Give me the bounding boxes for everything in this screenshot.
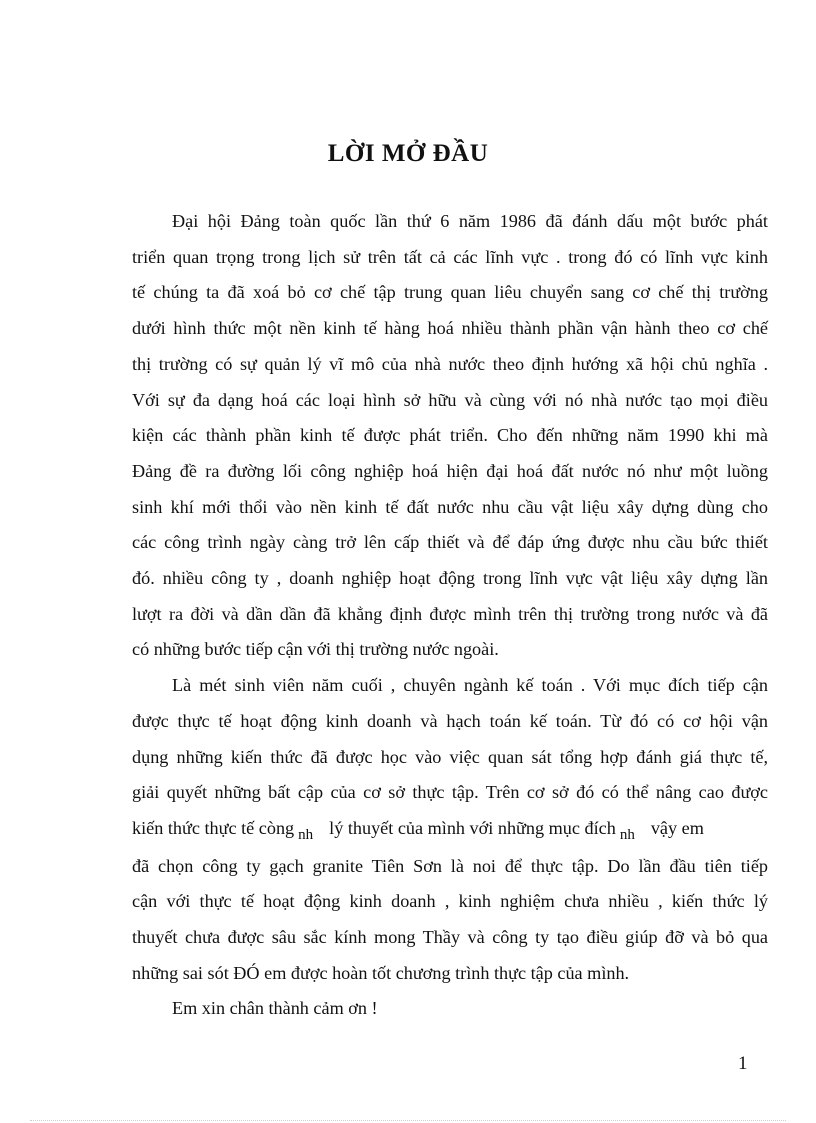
text-line: lượt ra đời và dần dần đã khẳng định được mình trên thị trường trong nước và đã (132, 603, 768, 624)
paragraph-1 (132, 204, 768, 668)
text-line: những sai sót ĐÓ em được hoàn tốt chương trình thực tập của mình. (132, 962, 630, 983)
text-line: cận với thực tế hoạt động kinh doanh , kinh nghiệm chưa nhiều , kiến thức lý (132, 891, 768, 912)
page-bottom-rule (30, 1120, 786, 1121)
text-line: tế chúng ta đã xoá bỏ cơ chế tập trung quan liêu chuyển sang cơ chế thị trường (132, 282, 768, 303)
text-line: Đảng đề ra đường lối công nghiệp hoá hiện đại hoá đất nước nó như một luồng (132, 460, 768, 481)
text-line: sinh khí mới thổi vào nền kinh tế đất nước nhu cầu vật liệu xây dựng dùng cho (132, 496, 768, 517)
text-line: triển quan trọng trong lịch sử trên tất cả các lĩnh vực . trong đó có lĩnh vực kinh (132, 246, 768, 267)
text-line: kiện các thành phần kinh tế được phát triển. Cho đến những năm 1990 khi mà (132, 425, 768, 446)
text-line: được thực tế hoạt động kinh doanh và hạch toán kế toán. Từ đó có cơ hội vận (132, 710, 768, 731)
text-line: thị trường có sự quản lý vĩ mô của nhà nước theo định hướng xã hội chủ nghĩa . (132, 353, 768, 374)
document-body (132, 204, 768, 1027)
text-line: các công trình ngày càng trở lên cấp thiết và để đáp ứng được nhu cầu bức thiết (132, 532, 768, 553)
text-line: giải quyết những bất cập của cơ sở thực tập. Trên cơ sở đó có thể nâng cao được (132, 782, 768, 803)
page-number: 1 (738, 1053, 748, 1074)
text-fragment: kiến thức thực tế còng (132, 817, 295, 838)
text-fragment: lý thuyết của mình với những mục đích (329, 817, 616, 838)
text-line: đó. nhiều công ty , doanh nghiệp hoạt động trong lĩnh vực vật liệu xây dựng lần (132, 568, 768, 589)
text-line-with-subscripts (132, 811, 768, 849)
text-line: dụng những kiến thức đã được học vào việc quan sát tổng hợp đánh giá thực tế, (132, 746, 768, 767)
paragraph-2 (132, 668, 768, 991)
subscript-fragment: nh (619, 826, 635, 843)
subscript-fragment: nh (298, 826, 314, 843)
text-line: thuyết chưa được sâu sắc kính mong Thầy và công ty tạo điều giúp đỡ và bỏ qua (132, 927, 768, 948)
text-line: Với sự đa dạng hoá các loại hình sở hữu và cùng với nó nhà nước tạo mọi điều (132, 389, 768, 410)
text-line: dưới hình thức một nền kinh tế hàng hoá nhiều thành phần vận hành theo cơ chế (132, 318, 768, 339)
text-line: có những bước tiếp cận với thị trường nước ngoài. (132, 639, 499, 660)
text-line: đã chọn công ty gạch granite Tiên Sơn là noi để thực tập. Do lần đầu tiên tiếp (132, 855, 768, 876)
closing-paragraph (132, 991, 768, 1027)
text-fragment: vậy em (650, 817, 704, 838)
page-title: LỜI MỞ ĐẦU (327, 140, 489, 167)
text-line: Đại hội Đảng toàn quốc lần thứ 6 năm 1986 đã đánh dấu một bước phát (172, 211, 768, 231)
closing-line: Em xin chân thành cảm ơn ! (172, 998, 378, 1019)
text-line: Là mét sinh viên năm cuối , chuyên ngành kế toán . Với mục đích tiếp cận (172, 675, 768, 696)
